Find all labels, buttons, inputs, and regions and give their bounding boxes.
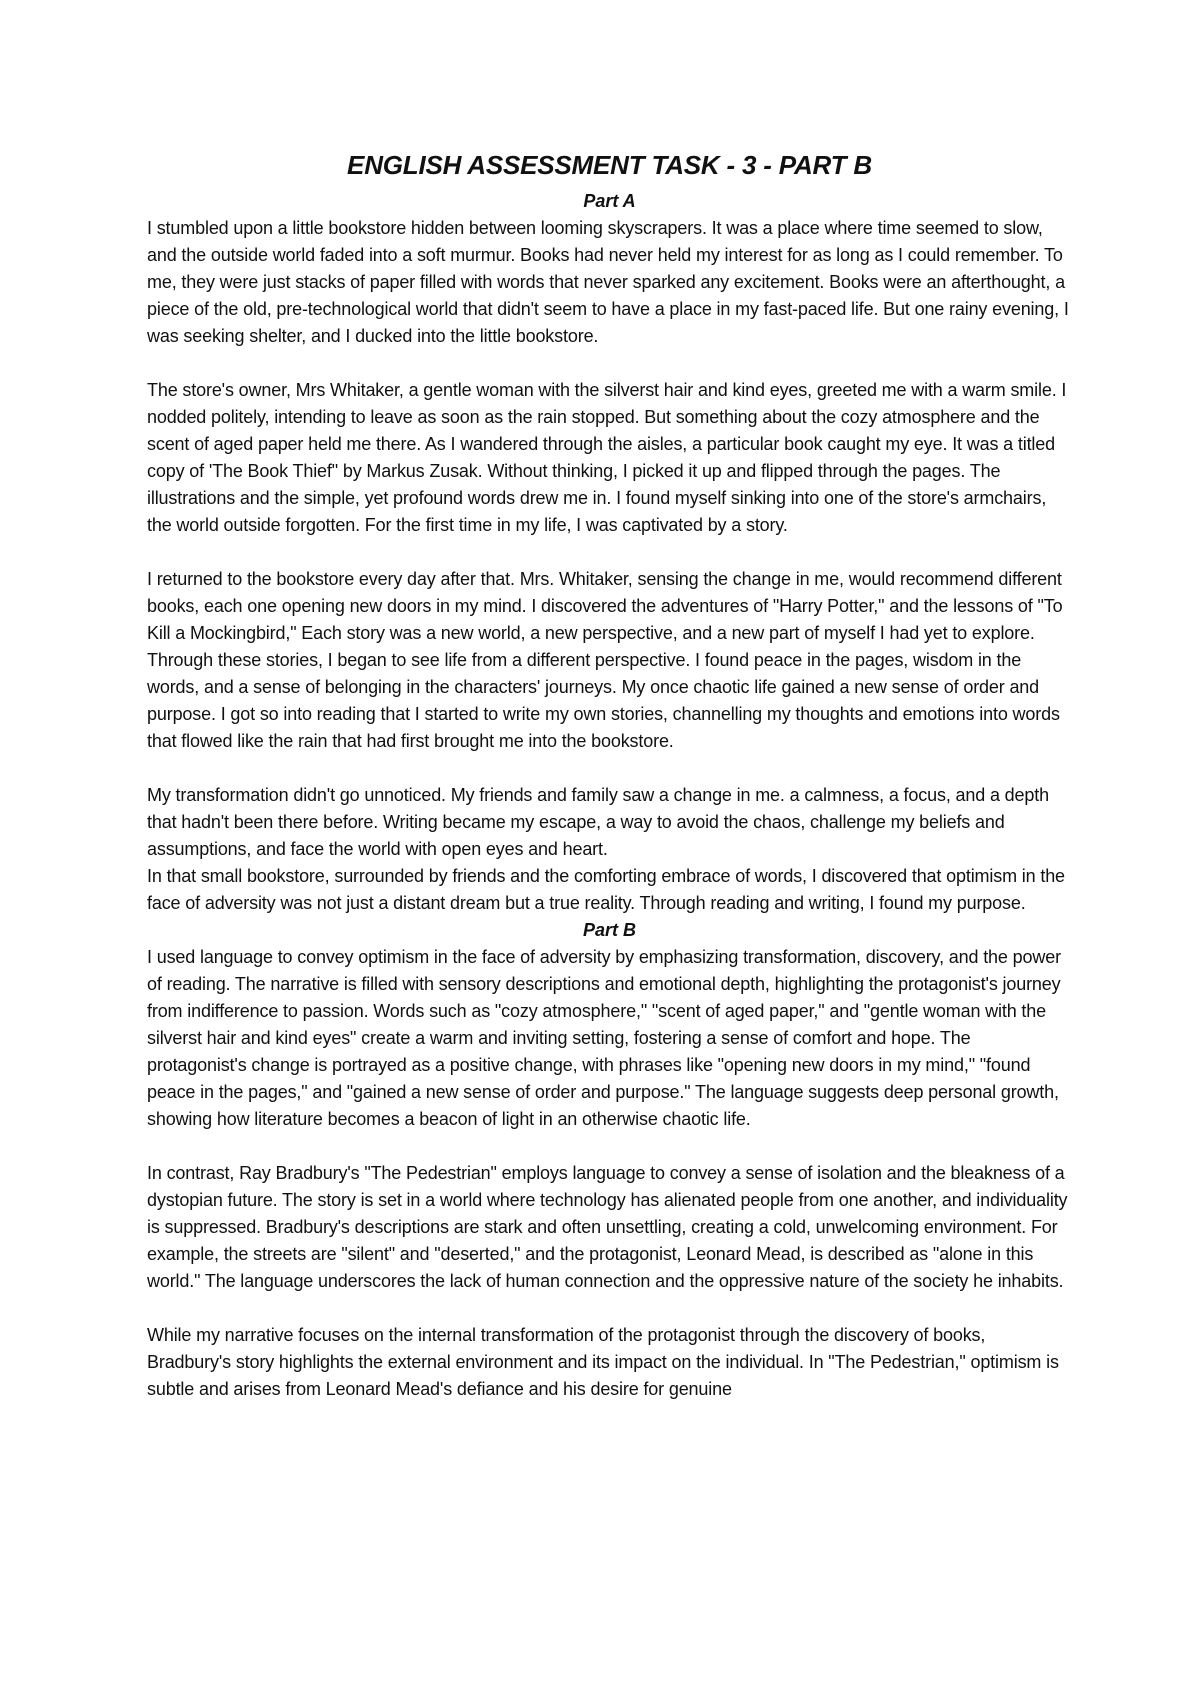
part-a-paragraph-3: I returned to the bookstore every day after that. Mrs. Whitaker, sensing the change in me, would recommend different books, each one opening new doors in my mind. I discovered the adventures of "Harry Potter," and the lessons of "To Kill a Mockingbird," Each story was a new world, a new perspective, and a new part of myself I had yet to explore. Through these stories, I began to see life from a different perspective. I found peace in the pages, wisdom in the words, and a sense of belonging in the characters' journeys. My once chaotic life gained a new sense of order and purpose. I got so into reading that I started to write my own stories, channelling my thoughts and emotions into words that flowed like the rain that had first brought me into the bookstore. bbox=[147, 569, 1063, 751]
part-a-section bbox=[147, 188, 1072, 917]
part-b-paragraph-2: In contrast, Ray Bradbury's "The Pedestrian" employs language to convey a sense of isolation and the bleakness of a dystopian future. The story is set in a world where technology has alienated people from one another, and individuality is suppressed. Bradbury's descriptions are stark and often unsettling, creating a cold, unwelcoming environment. For example, the streets are "silent" and "deserted," and the protagonist, Leonard Mead, is described as "alone in this world." The language underscores the lack of human connection and the oppressive nature of the society he inhabits. bbox=[147, 1163, 1068, 1291]
part-b-section bbox=[147, 917, 1072, 1403]
part-b-paragraph-1: I used language to convey optimism in the face of adversity by emphasizing transformation, discovery, and the power of reading. The narrative is filled with sensory descriptions and emotional depth, highlighting the protagonist's journey from indifference to passion. Words such as "cozy atmosphere," "scent of aged paper," and "gentle woman with the silverst hair and kind eyes" create a warm and inviting setting, fostering a sense of comfort and hope. The protagonist's change is portrayed as a positive change, with phrases like "opening new doors in my mind," "found peace in the pages," and "gained a new sense of order and purpose." The language suggests deep personal growth, showing how literature becomes a beacon of light in an otherwise chaotic life. bbox=[147, 947, 1061, 1129]
document-title: ENGLISH ASSESSMENT TASK - 3 - PART B bbox=[347, 150, 872, 180]
part-a-heading: Part A bbox=[583, 191, 636, 211]
part-a-paragraph-5: In that small bookstore, surrounded by friends and the comforting embrace of words, I discovered that optimism in the face of adversity was not just a distant dream but a true reality. Through reading and writing, I found my purpose. bbox=[147, 866, 1065, 913]
part-b-heading: Part B bbox=[582, 920, 636, 940]
part-a-paragraph-2: The store's owner, Mrs Whitaker, a gentle woman with the silverst hair and kind eyes, greeted me with a warm smile. I nodded politely, intending to leave as soon as the rain stopped. But something about the cozy atmosphere and the scent of aged paper held me there. As I wandered through the aisles, a particular book caught my eye. It was a titled copy of 'The Book Thief" by Markus Zusak. Without thinking, I picked it up and flipped through the pages. The illustrations and the simple, yet profound words drew me in. I found myself sinking into one of the store's armchairs, the world outside forgotten. For the first time in my life, I was captivated by a story. bbox=[147, 380, 1067, 535]
part-a-paragraph-4: My transformation didn't go unnoticed. My friends and family saw a change in me. a calmness, a focus, and a depth that hadn't been there before. Writing became my escape, a way to avoid the chaos, challenge my beliefs and assumptions, and face the world with open eyes and heart. bbox=[147, 785, 1049, 859]
document-page bbox=[147, 140, 1072, 1403]
part-a-paragraph-1: I stumbled upon a little bookstore hidden between looming skyscrapers. It was a place where time seemed to slow, and the outside world faded into a soft murmur. Books had never held my interest for as long as I could remember. To me, they were just stacks of paper filled with words that never sparked any excitement. Books were an afterthought, a piece of the old, pre-technological world that didn't seem to have a place in my fast-paced life. But one rainy evening, I was seeking shelter, and I ducked into the little bookstore. bbox=[147, 218, 1069, 346]
part-b-paragraph-3: While my narrative focuses on the internal transformation of the protagonist through the discovery of books, Bradbury's story highlights the external environment and its impact on the individual. In "The Pedestrian," optimism is subtle and arises from Leonard Mead's defiance and his desire for genuine bbox=[147, 1325, 1059, 1399]
